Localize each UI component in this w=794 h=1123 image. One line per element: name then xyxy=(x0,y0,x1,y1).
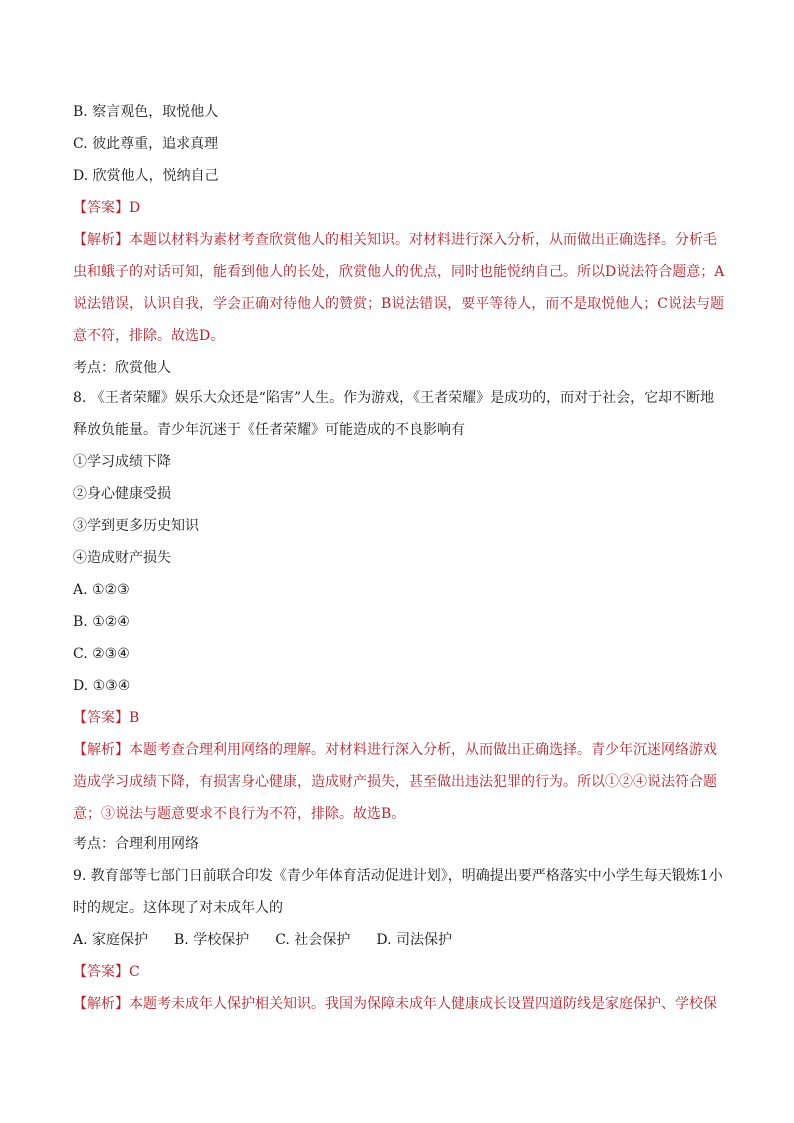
q8-answer xyxy=(73,708,733,728)
q9-analysis-line-1 xyxy=(73,994,733,1014)
q8-item-1: ①学习成绩下降 xyxy=(73,454,171,470)
q8-option-c: C. ②③④ xyxy=(73,646,130,662)
analysis-text: 本题考未成年人保护相关知识。我国为保障未成年人健康成长设置四道防线是家庭保护、学校保 xyxy=(129,996,717,1012)
answer-tag: 【答案】 xyxy=(73,710,129,726)
q8-kaodian: 考点：合理利用网络 xyxy=(73,836,199,852)
answer-value: C xyxy=(129,964,140,980)
q9-answer xyxy=(73,962,733,982)
q7-option-b: B. 察言观色，取悦他人 xyxy=(73,104,219,120)
q9-option-d: D. 司法保护 xyxy=(376,932,452,948)
q8-stem-line-1: 8. 《王者荣耀》娱乐大众还是“陷害”人生。作为游戏，《王者荣耀》是成功的，而对于社会，它却不断地 xyxy=(73,390,715,406)
analysis-tag: 【解析】 xyxy=(73,742,129,758)
q8-option-b: B. ①②④ xyxy=(73,614,130,630)
q7-option-d: D. 欣赏他人，悦纳自己 xyxy=(73,168,219,184)
q7-kaodian: 考点：欣赏他人 xyxy=(73,360,171,376)
q9-options-row xyxy=(73,930,733,950)
q9-option-c: C. 社会保护 xyxy=(275,932,351,948)
q8-option-a: A. ①②③ xyxy=(73,582,130,598)
q8-item-2: ②身心健康受损 xyxy=(73,486,171,502)
analysis-text: 本题考查合理利用网络的理解。对材料进行深入分析，从而做出正确选择。青少年沉迷网络游戏 xyxy=(129,742,717,758)
answer-value: D xyxy=(129,200,141,216)
q7-analysis-line-1 xyxy=(73,230,733,250)
q8-analysis-line-1 xyxy=(73,740,733,760)
q9-option-b: B. 学校保护 xyxy=(174,932,250,948)
q9-stem-line-2: 时的规定。这体现了对未成年人的 xyxy=(73,900,283,916)
q9-stem-line-1: 9. 教育部等七部门日前联合印发《青少年体育活动促进计划》，明确提出要严格落实中小学生每天锻炼1小 xyxy=(73,868,723,884)
q8-analysis-line-2: 造成学习成绩下降，有损害身心健康，造成财产损失，甚至做出违法犯罪的行为。所以①②④说法符合题 xyxy=(73,774,717,790)
q7-analysis-line-3: 说法错误，认识自我，学会正确对待他人的赞赏；B说法错误，要平等待人，而不是取悦他人；C说法与题 xyxy=(73,296,724,312)
q8-analysis-line-3: 意；③说法与题意要求不良行为不符，排除。故选B。 xyxy=(73,806,406,822)
q7-analysis-line-2: 虫和蛾子的对话可知，能看到他人的长处，欣赏他人的优点，同时也能悦纳自己。所以D说法符合题意；A xyxy=(73,264,725,280)
analysis-tag: 【解析】 xyxy=(73,232,129,248)
analysis-tag: 【解析】 xyxy=(73,996,129,1012)
q8-item-3: ③学到更多历史知识 xyxy=(73,518,199,534)
q8-stem-line-2: 释放负能量。青少年沉迷于《任者荣耀》可能造成的不良影响有 xyxy=(73,422,465,438)
q8-item-4: ④造成财产损失 xyxy=(73,550,171,566)
q7-answer xyxy=(73,198,733,218)
q7-analysis-line-4: 意不符，排除。故选D。 xyxy=(73,328,225,344)
analysis-text: 本题以材料为素材考查欣赏他人的相关知识。对材料进行深入分析，从而做出正确选择。分析毛 xyxy=(129,232,717,248)
answer-value: B xyxy=(129,710,140,726)
answer-tag: 【答案】 xyxy=(73,964,129,980)
answer-tag: 【答案】 xyxy=(73,200,129,216)
q9-option-a: A. 家庭保护 xyxy=(73,932,149,948)
q8-option-d: D. ①③④ xyxy=(73,678,131,694)
q7-option-c: C. 彼此尊重，追求真理 xyxy=(73,136,219,152)
